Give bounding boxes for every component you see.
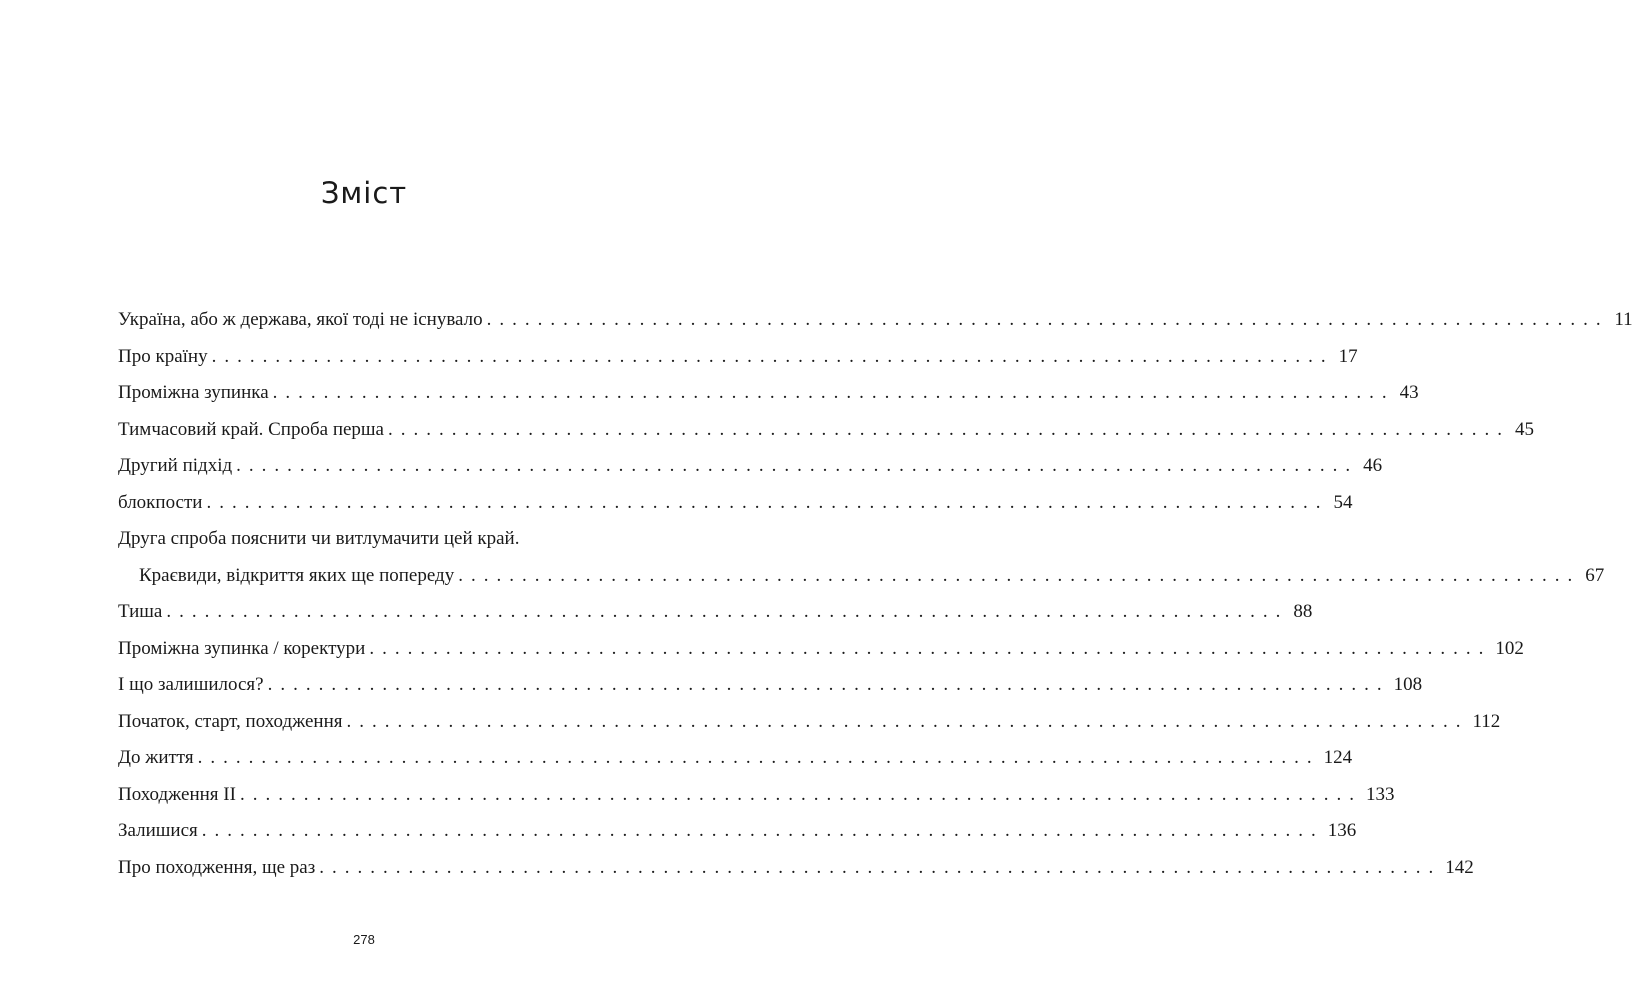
toc-entry-title: Тимчасовий край. Спроба перша bbox=[118, 418, 384, 440]
dot-leader: ........................................................................................ bbox=[458, 564, 1581, 586]
toc-entry-page: 112 bbox=[1472, 710, 1501, 732]
toc-entry-title: Проміжна зупинка bbox=[118, 382, 269, 403]
toc-entry-page: 124 bbox=[1323, 747, 1353, 768]
toc-entry-title: Другий підхід bbox=[118, 455, 233, 476]
toc-entry-page: 45 bbox=[1515, 418, 1534, 440]
toc-entry-title: Краєвиди, відкриття яких ще попереду bbox=[139, 564, 455, 586]
toc-entry-title: І що залишилося? bbox=[118, 674, 264, 695]
toc-entry bbox=[118, 850, 1474, 887]
toc-entry bbox=[118, 375, 1419, 412]
toc-entry-page: 136 bbox=[1327, 820, 1357, 841]
toc-entry-page: 54 bbox=[1333, 491, 1353, 513]
page-number: 278 bbox=[353, 932, 375, 947]
toc-entry-title: Тиша bbox=[118, 601, 163, 622]
toc-entry-title: До життя bbox=[118, 747, 194, 768]
dot-leader: ........................................................................................ bbox=[211, 345, 1334, 367]
toc-entry bbox=[118, 740, 1353, 777]
toc-entry-title: Проміжна зупинка / коректури bbox=[118, 637, 366, 659]
toc-entry bbox=[118, 302, 1633, 339]
dot-leader: ........................................................................................ bbox=[388, 418, 1510, 440]
dot-leader: ........................................................................................ bbox=[267, 674, 1390, 695]
dot-leader: ........................................................................................ bbox=[319, 856, 1442, 878]
dot-leader: ........................................................................................ bbox=[486, 309, 1609, 330]
toc-entry-page: 11 bbox=[1614, 309, 1633, 330]
toc-entry-page: 67 bbox=[1585, 564, 1605, 586]
toc-entry-page: 46 bbox=[1363, 455, 1383, 476]
dot-leader: ........................................................................................ bbox=[239, 783, 1362, 805]
table-of-contents bbox=[118, 302, 1633, 886]
toc-entry bbox=[118, 777, 1395, 814]
toc-entry bbox=[118, 631, 1524, 668]
toc-entry-page: 102 bbox=[1495, 637, 1524, 659]
toc-entry bbox=[118, 412, 1534, 449]
page-title: Зміст bbox=[320, 176, 408, 210]
dot-leader: ........................................................................................ bbox=[206, 491, 1329, 513]
toc-entry-page: 43 bbox=[1399, 382, 1419, 403]
toc-entry-heading-line bbox=[118, 521, 602, 558]
dot-leader: ........................................................................................ bbox=[369, 637, 1492, 659]
dot-leader: ........................................................................................ bbox=[346, 710, 1469, 732]
toc-entry-page: 142 bbox=[1445, 856, 1474, 878]
toc-entry bbox=[118, 339, 1358, 376]
dot-leader: ........................................................................................ bbox=[201, 820, 1324, 841]
dot-leader: ........................................................................................ bbox=[197, 747, 1320, 768]
toc-entry bbox=[118, 485, 1353, 522]
toc-entry-page: 108 bbox=[1393, 674, 1423, 695]
toc-entry-title: Про країну bbox=[118, 345, 208, 367]
toc-entry bbox=[118, 704, 1501, 741]
toc-entry-title: Початок, старт, походження bbox=[118, 710, 343, 732]
toc-entry bbox=[118, 448, 1383, 485]
toc-entry-page: 88 bbox=[1293, 601, 1313, 622]
dot-leader: ........................................................................................ bbox=[166, 601, 1289, 622]
toc-entry-title: Залишися bbox=[118, 820, 198, 841]
toc-entry-title: Україна, або ж держава, якої тоді не існувало bbox=[118, 309, 483, 330]
toc-entry bbox=[118, 667, 1423, 704]
toc-entry-page: 133 bbox=[1365, 783, 1395, 805]
dot-leader: ........................................................................................ bbox=[236, 455, 1359, 476]
toc-entry bbox=[118, 594, 1313, 631]
toc-entry-page: 17 bbox=[1338, 345, 1358, 367]
toc-entry-title: Про походження, ще раз bbox=[118, 856, 316, 878]
toc-entry-title: блокпости bbox=[118, 491, 203, 513]
dot-leader: ........................................................................................ bbox=[272, 382, 1395, 403]
toc-entry bbox=[118, 558, 1605, 595]
toc-entry bbox=[118, 813, 1357, 850]
toc-entry-title: Друга спроба пояснити чи витлумачити цей край. bbox=[118, 528, 520, 549]
toc-entry-title: Походження ІІ bbox=[118, 783, 236, 805]
